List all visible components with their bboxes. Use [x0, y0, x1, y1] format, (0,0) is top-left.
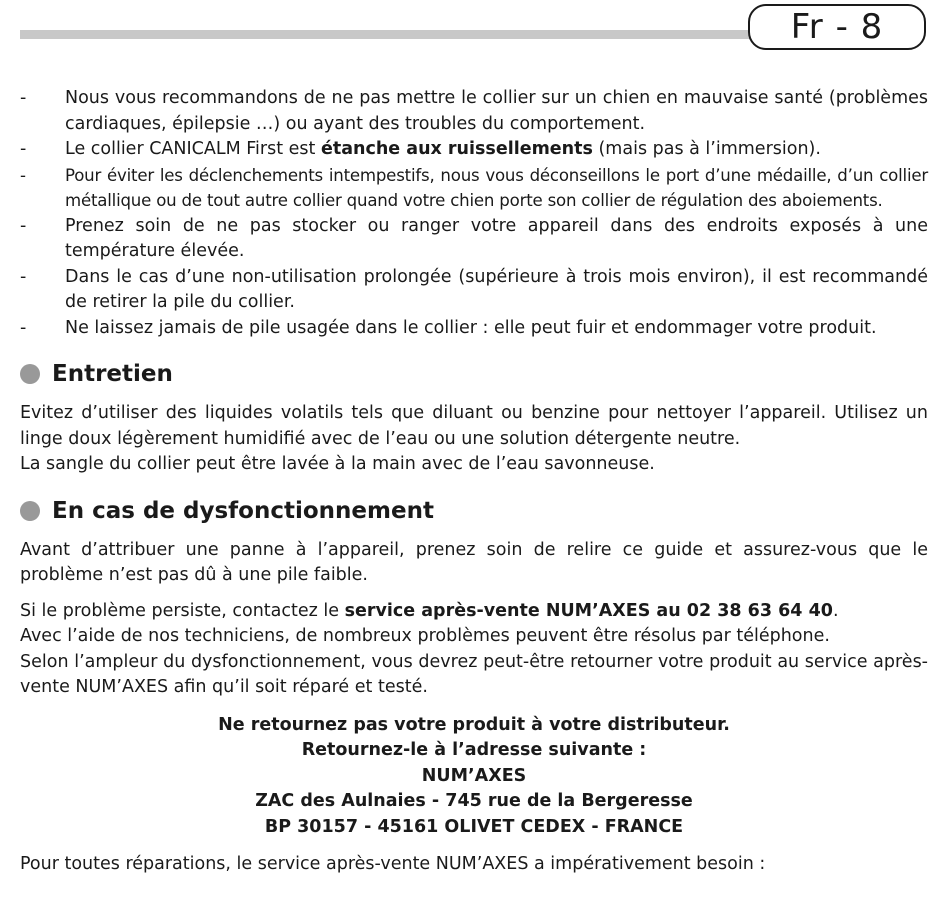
paragraph: Pour toutes réparations, le service après-vente NUM’AXES a impérativement besoin : — [20, 854, 766, 874]
section-heading-dysfonctionnement: En cas de dysfonctionnement — [20, 496, 928, 526]
address-line: BP 30157 - 45161 OLIVET CEDEX - FRANCE — [264, 816, 684, 837]
header-rule — [20, 30, 756, 39]
address-line: NUM’AXES — [421, 765, 527, 786]
list-item: - Ne laissez jamais de pile usagée dans le collier : elle peut fuir et endommager votre produit. — [20, 317, 877, 338]
safety-bullet-list — [20, 86, 928, 341]
paragraph: Evitez d’utiliser des liquides volatils tels que diluant ou benzine pour nettoyer l’appareil. Utilisez un linge doux légèrement humidifié avec de l’eau ou une solution détergente neutre. — [20, 403, 928, 449]
section-heading-entretien: Entretien — [20, 359, 928, 389]
list-item: - Nous vous recommandons de ne pas mettre le collier sur un chien en mauvaise santé (problèmes cardiaques, épilepsie …) ou ayant des troubles du comportement. — [20, 88, 928, 134]
list-item: - Prenez soin de ne pas stocker ou ranger votre appareil dans des endroits exposés à une température élevée. — [20, 215, 928, 261]
bullet-dot-icon — [20, 364, 40, 384]
paragraph: Si le problème persiste, contactez le service après-vente NUM’AXES au 02 38 63 64 40. — [20, 600, 839, 621]
list-item: - Pour éviter les déclenchements intempestifs, nous vous déconseillons le port d’une médaille, d’un collier métallique ou de tout autre collier quand votre chien porte son collier de régulation des aboiements. — [20, 165, 928, 210]
list-item: - Le collier CANICALM First est étanche aux ruissellements (mais pas à l’immersion). — [20, 139, 821, 159]
page-number-label: Fr - 8 — [790, 7, 884, 47]
paragraph: La sangle du collier peut être lavée à la main avec de l’eau savonneuse. — [20, 454, 655, 474]
document-body — [20, 86, 928, 878]
address-line: Ne retournez pas votre produit à votre distributeur. — [218, 714, 730, 735]
paragraph: Avec l’aide de nos techniciens, de nombreux problèmes peuvent être résolus par téléphone. — [20, 626, 830, 646]
return-address-block — [20, 713, 928, 841]
list-item: - Dans le cas d’une non-utilisation prolongée (supérieure à trois mois environ), il est recommandé de retirer la pile du collier. — [20, 266, 928, 312]
address-line: Retournez-le à l’adresse suivante : — [301, 740, 647, 760]
paragraph: Selon l’ampleur du dysfonctionnement, vous devrez peut-être retourner votre produit au service après-vente NUM’AXES afin qu’il soit réparé et testé. — [20, 651, 928, 697]
paragraph: Avant d’attribuer une panne à l’appareil, prenez soin de relire ce guide et assurez-vous que le problème n’est pas dû à une pile faible. — [20, 539, 928, 585]
bullet-dot-icon — [20, 501, 40, 521]
address-line: ZAC des Aulnaies - 745 rue de la Bergeresse — [255, 791, 693, 811]
page-number-tab — [748, 4, 926, 50]
